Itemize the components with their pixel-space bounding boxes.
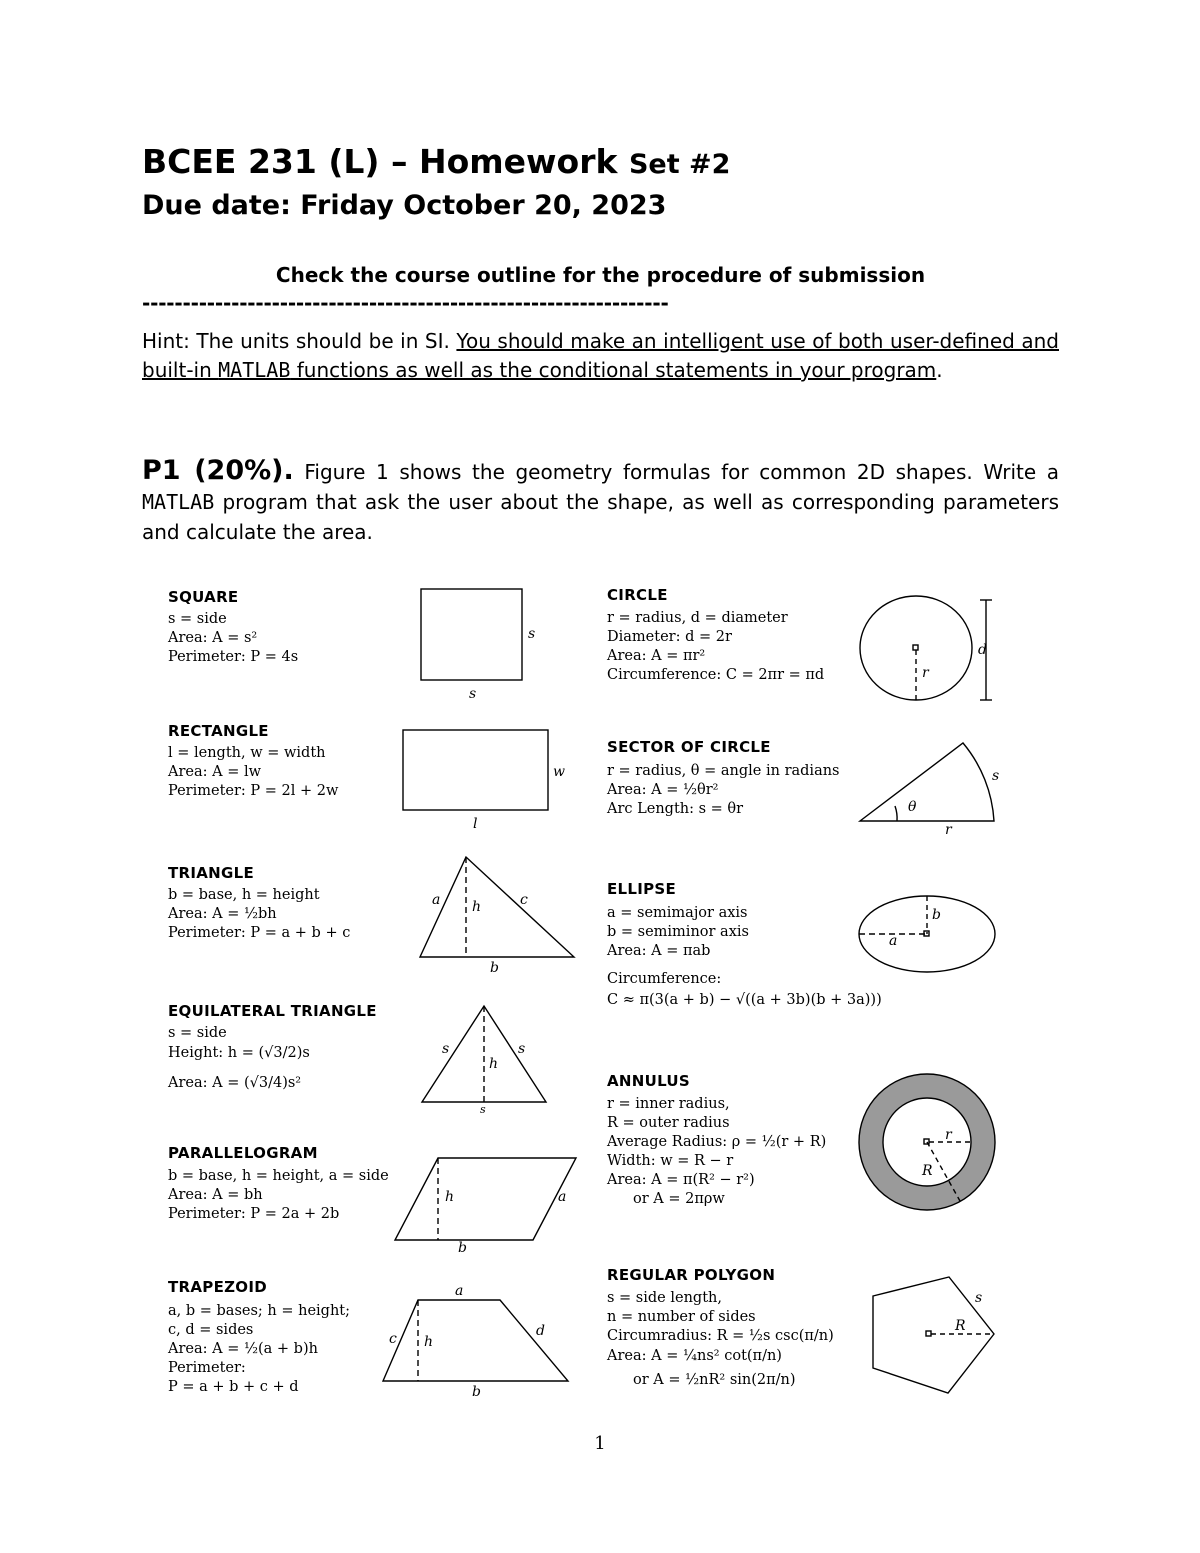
circle-line-4: Circumference: C = 2πr = πd	[607, 667, 825, 683]
rectangle-line-3: Perimeter: P = 2l + 2w	[168, 783, 339, 799]
trapezoid-line-1: a, b = bases; h = height;	[168, 1303, 350, 1319]
ellipse-line-5: C ≈ π(3(a + b) − √((a + 3b)(b + 3a)))	[607, 992, 882, 1008]
ellipse-line-3: Area: A = πab	[607, 943, 711, 959]
polygon-center-mark	[926, 1331, 931, 1336]
triangle-label-h: h	[472, 899, 482, 915]
ellipse-line-2: b = semiminor axis	[607, 924, 749, 940]
hint-paragraph	[142, 327, 1059, 385]
equilateral-line-3: Area: A = (√3/4)s²	[168, 1075, 302, 1091]
sector-label-r: r	[945, 822, 952, 838]
polygon-label-s: s	[975, 1290, 983, 1306]
triangle-line-3: Perimeter: P = a + b + c	[168, 925, 351, 941]
problem-code: MATLAB	[142, 490, 215, 514]
square-line-3: Perimeter: P = 4s	[168, 649, 299, 665]
trapezoid-line-4: Perimeter:	[168, 1360, 246, 1376]
equilateral-line-1: s = side	[168, 1025, 227, 1041]
circle-center-mark	[913, 645, 918, 650]
sector-line-1: r = radius, θ = angle in radians	[607, 763, 840, 779]
shapes-drawing	[160, 578, 1040, 1408]
ellipse-line-4: Circumference:	[607, 971, 722, 987]
ellipse-label-b: b	[932, 907, 941, 923]
sector-line-2: Area: A = ½θr²	[607, 782, 719, 798]
circle-title: CIRCLE	[607, 586, 668, 604]
triangle-label-c: c	[520, 892, 528, 908]
triangle-shape	[420, 857, 574, 957]
polygon-label-R: R	[955, 1318, 966, 1334]
sector-shape	[860, 743, 994, 821]
square-shape	[421, 589, 522, 680]
triangle-line-1: b = base, h = height	[168, 887, 320, 903]
trapezoid-shape	[383, 1300, 568, 1381]
hint-underlined-a: You should make an intelligent use of both user-defined and built-in	[142, 329, 1059, 382]
parallelogram-shape	[395, 1158, 576, 1240]
annulus-line-5: Area: A = π(R² − r²)	[607, 1172, 755, 1188]
hint-suffix: .	[936, 358, 943, 382]
rectangle-label-w: w	[553, 764, 565, 780]
square-title: SQUARE	[168, 588, 239, 606]
circle-line-1: r = radius, d = diameter	[607, 610, 788, 626]
annulus-line-4: Width: w = R − r	[607, 1153, 734, 1169]
polygon-line-1: s = side length,	[607, 1290, 722, 1306]
circle-label-d: d	[978, 642, 987, 658]
sector-line-3: Arc Length: s = θr	[607, 801, 744, 817]
annulus-label-r: r	[945, 1127, 952, 1143]
parallelogram-label-a: a	[558, 1189, 567, 1205]
title-main: BCEE 231 (L) – Homework	[142, 142, 618, 181]
triangle-label-b: b	[490, 960, 499, 976]
annulus-line-6: or A = 2πρw	[633, 1191, 725, 1207]
circle-line-2: Diameter: d = 2r	[607, 629, 732, 645]
square-label-side-right: s	[528, 626, 536, 642]
page-number: 1	[594, 1433, 606, 1454]
equilateral-label-s-right: s	[518, 1041, 526, 1057]
rectangle-shape	[403, 730, 548, 810]
rectangle-title: RECTANGLE	[168, 722, 269, 740]
sector-title: SECTOR OF CIRCLE	[607, 738, 771, 756]
equilateral-label-s-left: s	[442, 1041, 450, 1057]
annulus-line-2: R = outer radius	[607, 1115, 730, 1131]
annulus-line-3: Average Radius: ρ = ½(r + R)	[607, 1134, 827, 1150]
square-label-side-bottom: s	[469, 686, 477, 702]
title-set: Set #2	[628, 149, 731, 180]
submission-note: Check the course outline for the procedure of submission	[275, 263, 926, 287]
divider-line: -----------------------------------------------------------------	[142, 296, 669, 312]
page-title	[142, 142, 730, 185]
triangle-line-2: Area: A = ½bh	[168, 906, 277, 922]
problem-heading: P1 (20%).	[142, 455, 294, 486]
equilateral-label-h: h	[489, 1056, 499, 1072]
circle-label-r: r	[922, 665, 929, 681]
parallelogram-label-h: h	[445, 1189, 455, 1205]
ellipse-line-1: a = semimajor axis	[607, 905, 748, 921]
problem-1	[142, 456, 1059, 547]
trapezoid-line-2: c, d = sides	[168, 1322, 254, 1338]
square-line-1: s = side	[168, 611, 227, 627]
sector-label-s: s	[992, 768, 1000, 784]
sector-label-theta: θ	[908, 799, 917, 815]
parallelogram-line-1: b = base, h = height, a = side	[168, 1168, 389, 1184]
trapezoid-label-c: c	[389, 1331, 397, 1347]
trapezoid-line-3: Area: A = ½(a + b)h	[168, 1341, 318, 1357]
trapezoid-title: TRAPEZOID	[168, 1278, 267, 1296]
polygon-line-2: n = number of sides	[607, 1309, 756, 1325]
ellipse-label-a: a	[889, 933, 898, 949]
parallelogram-line-3: Perimeter: P = 2a + 2b	[168, 1206, 340, 1222]
problem-text-a: Figure 1 shows the geometry formulas for common 2D shapes. Write a	[293, 460, 1059, 484]
geometry-formulas-figure	[160, 578, 1040, 1408]
annulus-label-R: R	[922, 1163, 933, 1179]
hint-underlined-b: functions as well as the conditional statements in your program	[290, 358, 937, 382]
parallelogram-title: PARALLELOGRAM	[168, 1144, 318, 1162]
polygon-line-4: Area: A = ¼ns² cot(π/n)	[607, 1348, 782, 1364]
rectangle-line-2: Area: A = lw	[168, 764, 262, 780]
polygon-line-3: Circumradius: R = ½s csc(π/n)	[607, 1328, 834, 1344]
hint-prefix: Hint: The units should be in SI.	[142, 329, 457, 353]
sector-angle-arc	[895, 806, 897, 821]
ellipse-title: ELLIPSE	[607, 880, 677, 898]
parallelogram-line-2: Area: A = bh	[168, 1187, 263, 1203]
equilateral-line-2: Height: h = (√3/2)s	[168, 1045, 310, 1061]
trapezoid-label-b: b	[472, 1384, 481, 1400]
due-date: Due date: Friday October 20, 2023	[142, 190, 667, 221]
triangle-label-a: a	[432, 892, 441, 908]
rectangle-line-1: l = length, w = width	[168, 745, 326, 761]
problem-text-b: program that ask the user about the shape, as well as corresponding parameters and calculate the area.	[142, 490, 1059, 544]
rectangle-label-l: l	[473, 816, 478, 832]
annulus-line-1: r = inner radius,	[607, 1096, 730, 1112]
trapezoid-label-h: h	[424, 1334, 434, 1350]
square-line-2: Area: A = s²	[168, 630, 258, 646]
circle-line-3: Area: A = πr²	[607, 648, 706, 664]
trapezoid-label-a: a	[455, 1283, 464, 1299]
circle-shape	[860, 596, 972, 700]
hint-code: MATLAB	[218, 358, 291, 382]
trapezoid-line-5: P = a + b + c + d	[168, 1379, 299, 1395]
equilateral-title: EQUILATERAL TRIANGLE	[168, 1002, 377, 1020]
equilateral-label-s-bottom: s	[480, 1103, 486, 1116]
parallelogram-label-b: b	[458, 1240, 467, 1256]
triangle-title: TRIANGLE	[168, 864, 255, 882]
polygon-line-5: or A = ½nR² sin(2π/n)	[633, 1372, 796, 1388]
trapezoid-label-d: d	[536, 1323, 545, 1339]
polygon-title: REGULAR POLYGON	[607, 1266, 776, 1284]
annulus-title: ANNULUS	[607, 1072, 691, 1090]
